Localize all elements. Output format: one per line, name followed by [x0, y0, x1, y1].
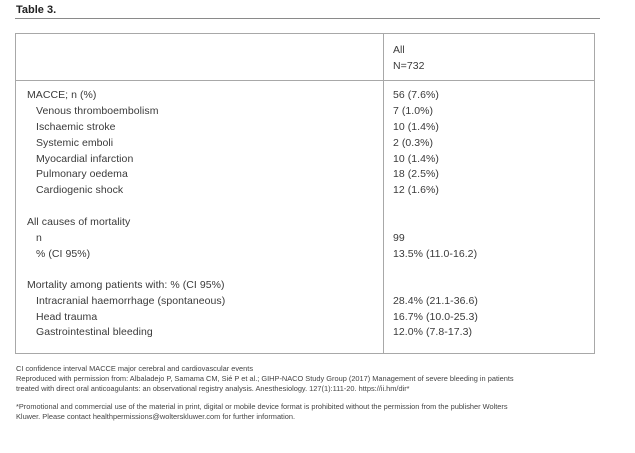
column-header-all: All: [393, 44, 405, 56]
row-label: % (CI 95%): [36, 248, 91, 260]
title-divider: [15, 18, 600, 19]
row-label: MACCE; n (%): [27, 89, 97, 101]
row-value: 18 (2.5%): [393, 168, 439, 180]
row-label: Myocardial infarction: [36, 153, 134, 165]
row-label: Intracranial haemorrhage (spontaneous): [36, 295, 226, 307]
row-value: 7 (1.0%): [393, 105, 434, 117]
promotional-note: *Promotional and commercial use of the material in print, digital or mobile device format is prohibited without the permission from the publisher Wolters: [16, 402, 508, 411]
row-label: Pulmonary oedema: [36, 168, 128, 180]
header-divider: [16, 80, 594, 81]
row-value: 12 (1.6%): [393, 184, 439, 196]
row-value: 16.7% (10.0-25.3): [393, 311, 478, 323]
reproduced-note-cont: treated with direct oral anticoagulants: an observational registry analysis. Anesthesiology. 127(1):111-20. https://ii.hm/dir*: [16, 384, 410, 393]
row-label: All causes of mortality: [27, 216, 131, 228]
data-table: [15, 33, 595, 354]
row-label: n: [36, 232, 42, 244]
row-value: 13.5% (11.0-16.2): [393, 248, 478, 260]
row-value: 10 (1.4%): [393, 153, 439, 165]
footnotes: [16, 364, 616, 422]
row-value: 12.0% (7.8-17.3): [393, 326, 473, 338]
promotional-note-cont: Kluwer. Please contact healthpermissions@wolterskluwer.com for further information.: [16, 412, 296, 421]
row-label: Head trauma: [36, 311, 98, 323]
column-divider: [383, 34, 384, 353]
row-label: Mortality among patients with: % (CI 95%): [27, 279, 225, 291]
row-label: Gastrointestinal bleeding: [36, 326, 153, 338]
row-value: 56 (7.6%): [393, 89, 439, 101]
row-value: 10 (1.4%): [393, 121, 439, 133]
row-value: 2 (0.3%): [393, 137, 434, 149]
abbreviations-note: CI confidence interval MACCE major cerebral and cardiovascular events: [16, 364, 254, 373]
row-label: Venous thromboembolism: [36, 105, 159, 117]
row-value: 99: [393, 232, 405, 244]
column-header-n: N=732: [393, 60, 425, 72]
row-label: Systemic emboli: [36, 137, 114, 149]
row-label: Ischaemic stroke: [36, 121, 116, 133]
row-label: Cardiogenic shock: [36, 184, 124, 196]
reproduced-note: Reproduced with permission from: Albaladejo P, Samama CM, Sié P et al.; GIHP-NACO Study Group (2017) Management of severe bleeding in patients: [16, 374, 514, 383]
table-title: Table 3.: [16, 4, 57, 16]
row-value: 28.4% (21.1-36.6): [393, 295, 478, 307]
